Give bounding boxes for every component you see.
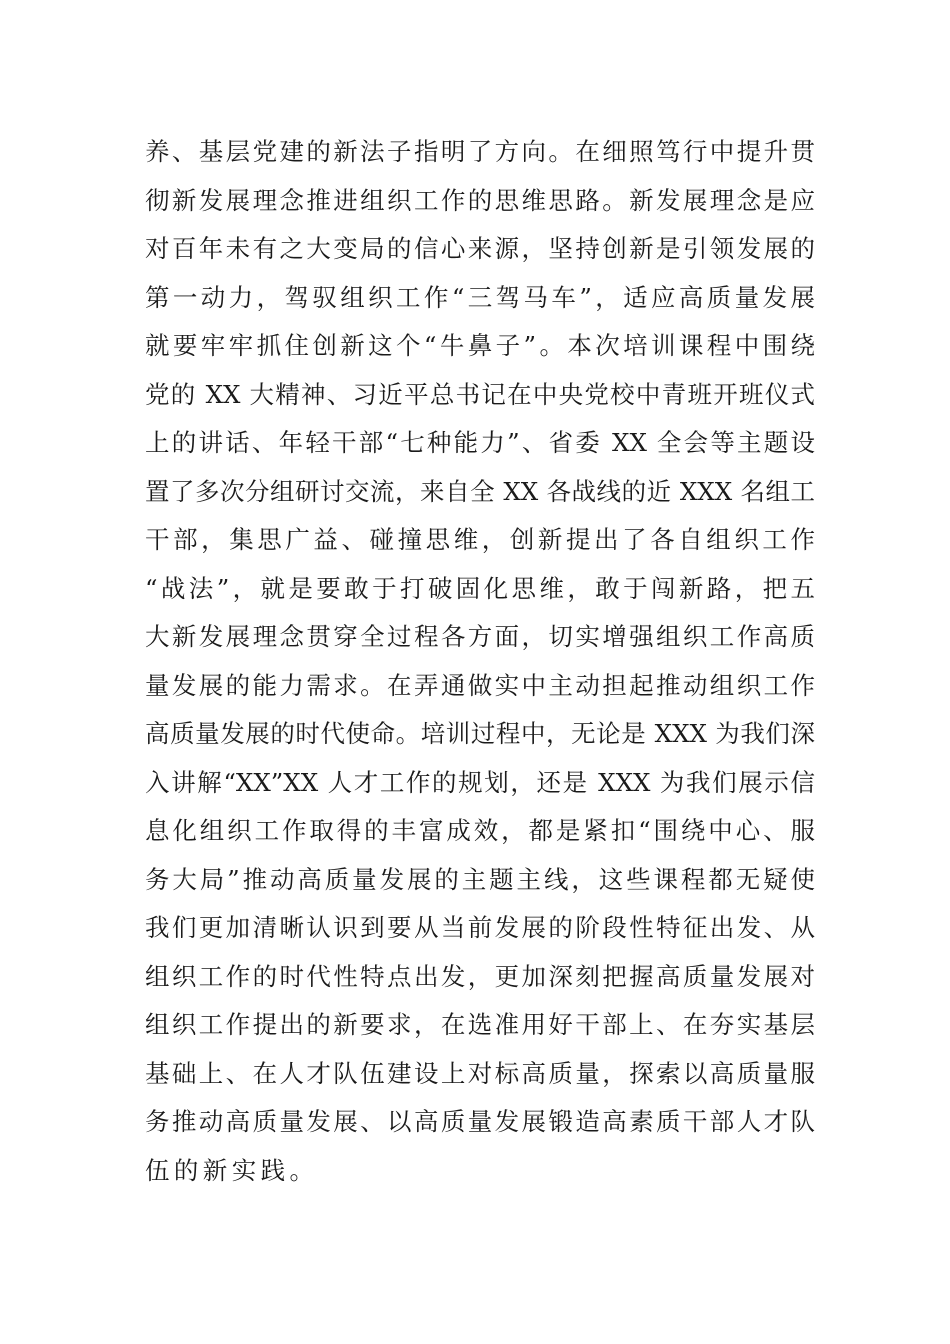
text-line: 我们更加清晰认识到要从当前发展的阶段性特征出发、从 xyxy=(145,913,815,942)
text-line: 党的 XX 大精神、习近平总书记在中央党校中青班开班仪式 xyxy=(145,379,815,409)
text-line: 彻新发展理念推进组织工作的思维思路。新发展理念是应 xyxy=(145,185,815,215)
text-line: 组织工作的时代性特点出发，更加深刻把握高质量发展对 xyxy=(145,961,815,991)
text-line: 高质量发展的时代使命。培训过程中，无论是 XXX 为我们深 xyxy=(145,719,815,748)
text-line: 组织工作提出的新要求，在选准用好干部上、在夯实基层 xyxy=(145,1010,815,1039)
text-line: 上的讲话、年轻干部“七种能力”、省委 XX 全会等主题设 xyxy=(145,428,815,457)
text-line: 就要牢牢抓住创新这个“牛鼻子”。本次培训课程中围绕 xyxy=(145,331,815,360)
text-line: 养、基层党建的新法子指明了方向。在细照笃行中提升贯 xyxy=(145,137,815,166)
text-line: 伍的新实践。 xyxy=(145,1155,319,1185)
text-line: 对百年未有之大变局的信心来源，坚持创新是引领发展的 xyxy=(145,234,815,263)
text-line: 息化组织工作取得的丰富成效，都是紧扣“围绕中心、服 xyxy=(145,816,815,845)
text-line: 入讲解“XX”XX 人才工作的规划，还是 XXX 为我们展示信 xyxy=(145,767,815,797)
text-line: 务大局”推动高质量发展的主题主线，这些课程都无疑使 xyxy=(145,864,815,894)
body-paragraph xyxy=(145,128,815,1195)
text-line: 第一动力，驾驭组织工作“三驾马车”，适应高质量发展 xyxy=(145,282,815,312)
text-line: 基础上、在人才队伍建设上对标高质量，探索以高质量服 xyxy=(145,1058,815,1088)
text-line: 置了多次分组研讨交流，来自全 XX 各战线的近 XXX 名组工 xyxy=(145,476,815,506)
text-line: 干部，集思广益、碰撞思维，创新提出了各自组织工作 xyxy=(145,525,815,554)
text-line: 量发展的能力需求。在弄通做实中主动担起推动组织工作 xyxy=(145,670,815,700)
text-line: 务推动高质量发展、以高质量发展锻造高素质干部人才队 xyxy=(145,1107,815,1136)
text-line: “战法”，就是要敢于打破固化思维，敢于闯新路，把五 xyxy=(145,573,815,603)
text-line: 大新发展理念贯穿全过程各方面，切实增强组织工作高质 xyxy=(145,622,815,651)
